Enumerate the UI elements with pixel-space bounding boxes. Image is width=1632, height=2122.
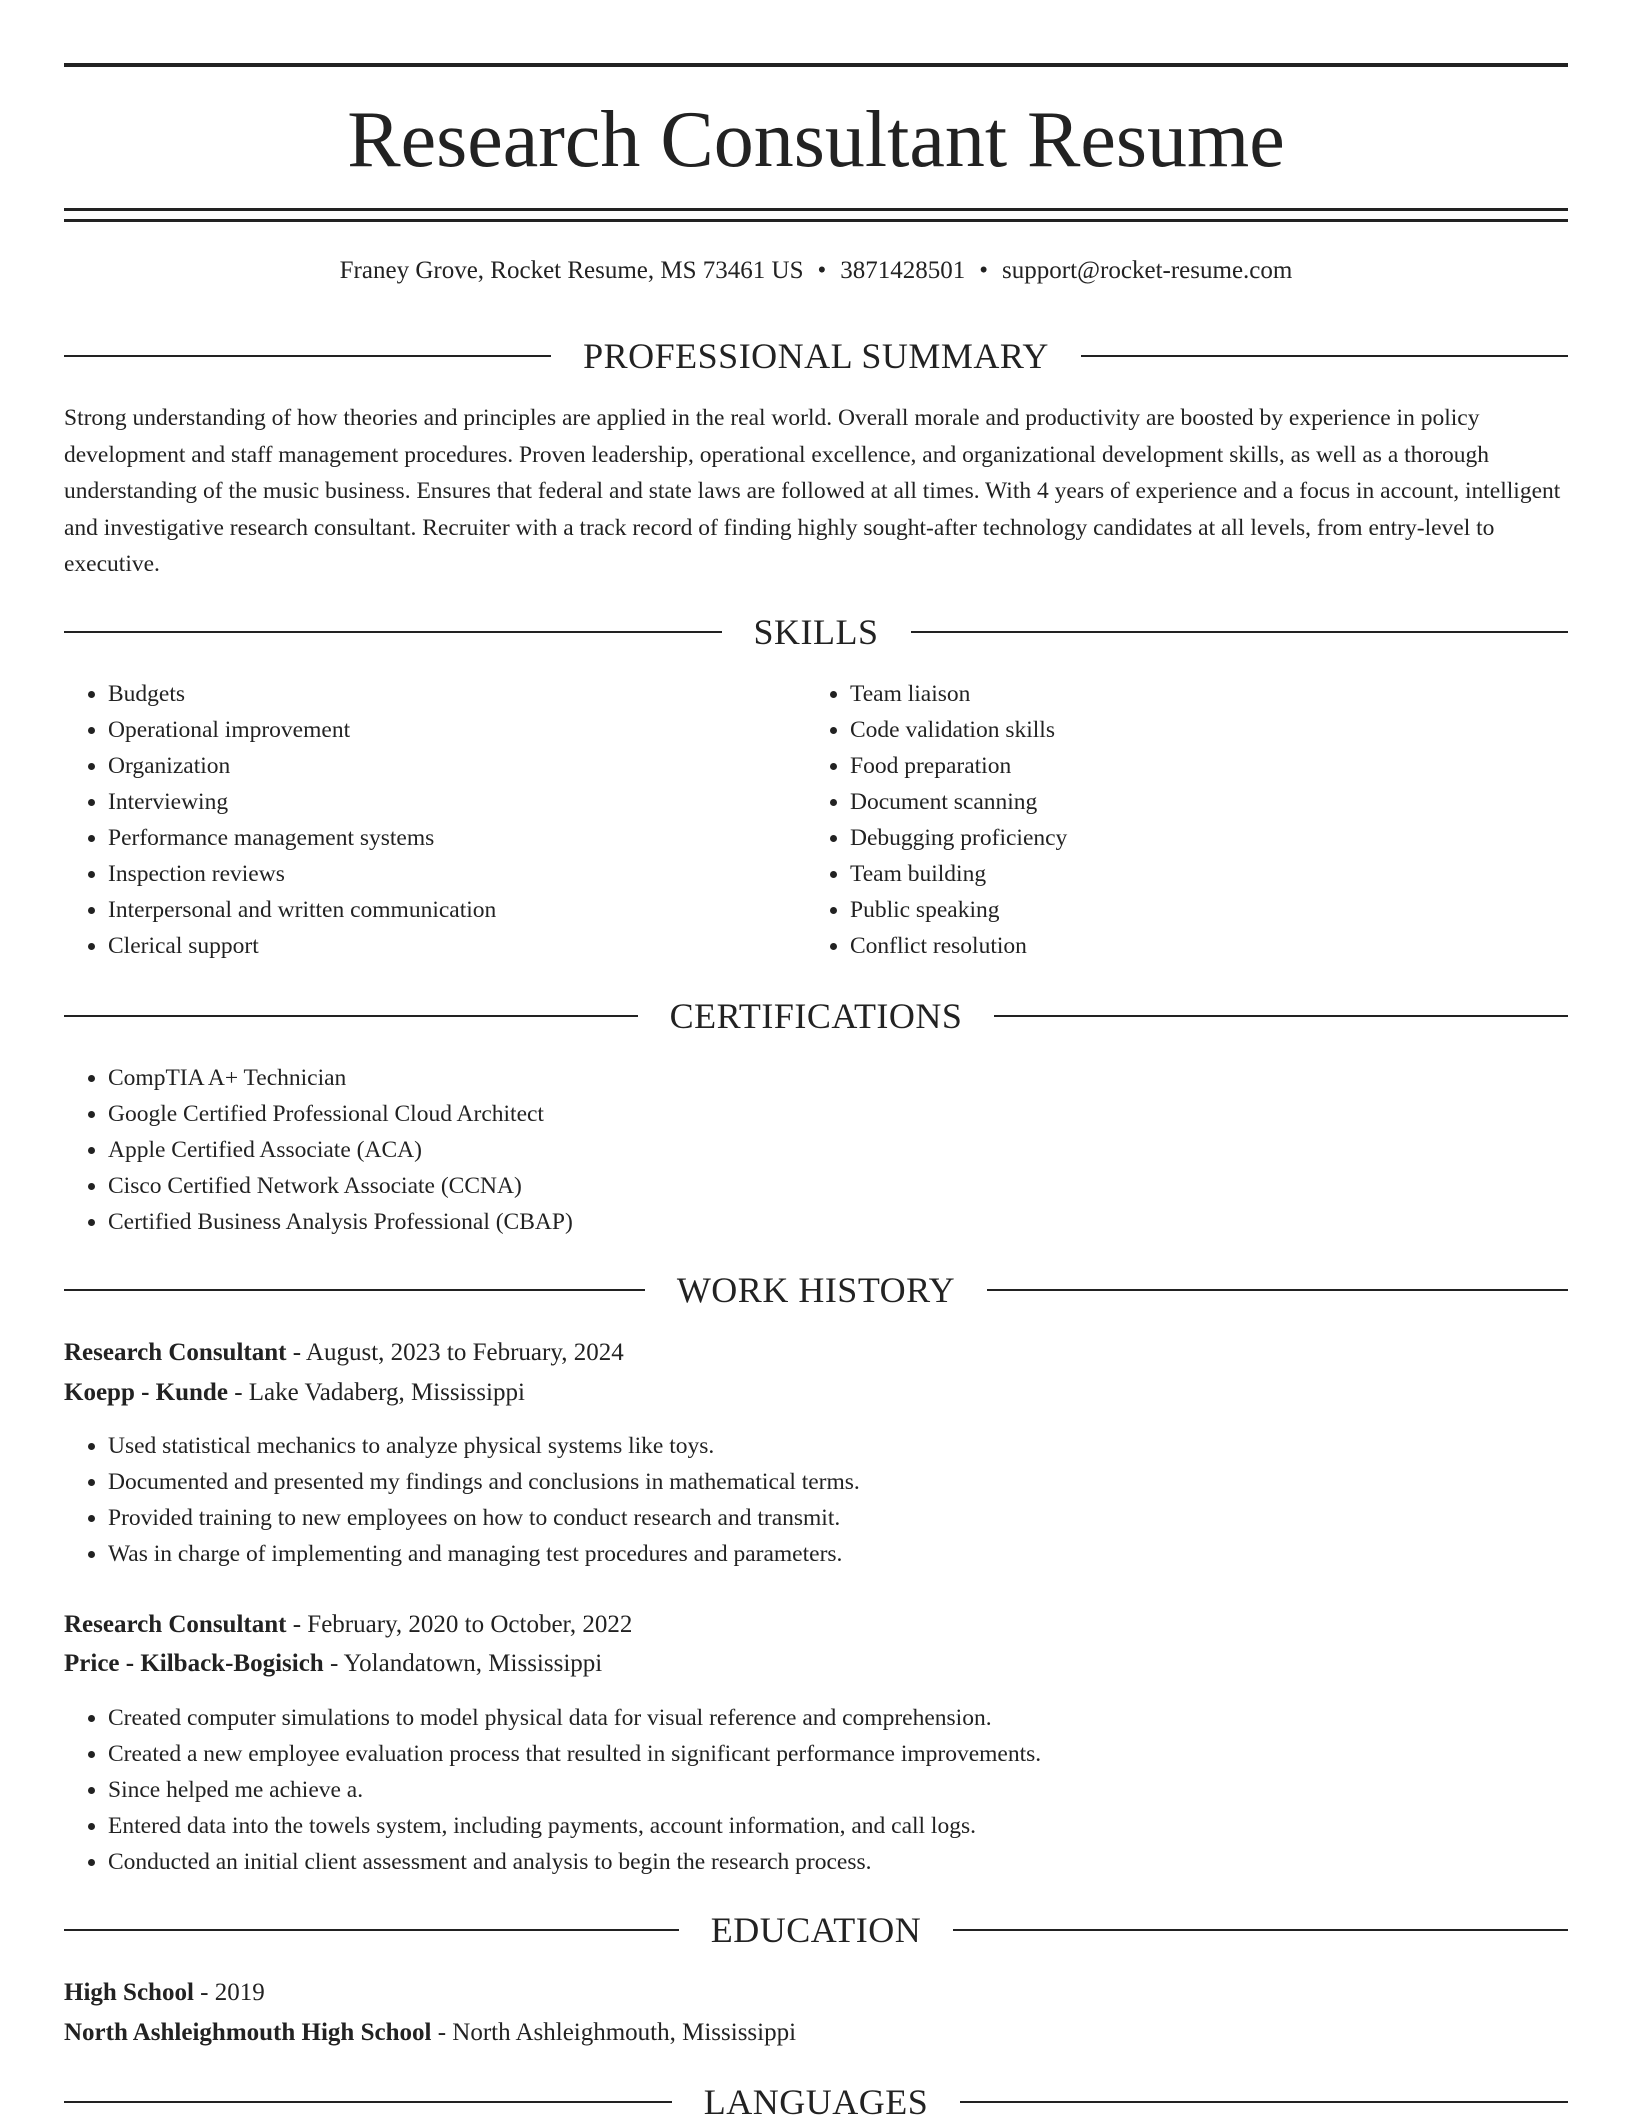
education-degree-line — [64, 1974, 1568, 2012]
heading-rule — [953, 1929, 1568, 1931]
list-item: • CompTIA A+ Technician — [108, 1060, 1508, 1096]
job-company: Koepp - Kunde — [64, 1379, 228, 1406]
contact-separator: • — [817, 257, 827, 284]
list-item: • Since helped me achieve a. — [108, 1772, 1508, 1808]
top-rule — [64, 63, 1568, 67]
list-item: • Was in charge of implementing and managing test procedures and parameters. — [108, 1536, 1508, 1572]
list-item: • Team building — [850, 856, 1550, 892]
section-heading-work-history — [64, 1270, 1568, 1310]
list-item: • Cisco Certified Network Associate (CCNA) — [108, 1168, 1508, 1204]
job-location: - Yolandatown, Mississippi — [323, 1650, 603, 1677]
certifications-list — [64, 1060, 1508, 1240]
list-item: • Documented and presented my findings and conclusions in mathematical terms. — [108, 1464, 1508, 1500]
section-title: WORK HISTORY — [676, 1270, 956, 1310]
heading-rule — [64, 1289, 645, 1291]
list-item: • Code validation skills — [850, 712, 1550, 748]
section-title: EDUCATION — [710, 1910, 922, 1950]
list-item: • Interpersonal and written communication — [108, 892, 808, 928]
job-title-line — [64, 1334, 1568, 1372]
list-item: • Provided training to new employees on how to conduct research and transmit. — [108, 1500, 1508, 1536]
list-item: • Debugging proficiency — [850, 820, 1550, 856]
job-location: - Lake Vadaberg, Mississippi — [227, 1379, 525, 1406]
title-double-rule — [64, 208, 1568, 222]
education-year: - 2019 — [193, 1979, 265, 2006]
list-item: • Certified Business Analysis Professional (CBAP) — [108, 1204, 1508, 1240]
skills-list-right — [806, 676, 1550, 964]
job-title-line — [64, 1606, 1568, 1644]
education-school-line — [64, 2014, 1568, 2052]
job-dates: - August, 2023 to February, 2024 — [286, 1339, 624, 1366]
list-item: • Entered data into the towels system, including payments, account information, and call logs. — [108, 1808, 1508, 1844]
list-item: • Apple Certified Associate (ACA) — [108, 1132, 1508, 1168]
contact-line — [64, 254, 1568, 288]
skills-list-left — [64, 676, 808, 964]
list-item: • Conflict resolution — [850, 928, 1550, 964]
list-item: • Operational improvement — [108, 712, 808, 748]
contact-separator: • — [979, 257, 989, 284]
section-heading-summary — [64, 336, 1568, 376]
list-item: • Public speaking — [850, 892, 1550, 928]
section-heading-skills — [64, 612, 1568, 652]
list-item: • Created computer simulations to model physical data for visual reference and comprehension. — [108, 1700, 1508, 1736]
list-item: • Budgets — [108, 676, 808, 712]
section-title: CERTIFICATIONS — [669, 996, 963, 1036]
section-title: PROFESSIONAL SUMMARY — [583, 336, 1049, 376]
contact-email: support@rocket-resume.com — [1002, 257, 1293, 284]
job-company-line — [64, 1645, 1568, 1683]
page-title: Research Consultant Resume — [347, 96, 1285, 184]
heading-rule — [911, 631, 1569, 633]
list-item: • Inspection reviews — [108, 856, 808, 892]
list-item: • Interviewing — [108, 784, 808, 820]
education-location: - North Ashleighmouth, Mississippi — [431, 2019, 797, 2046]
list-item: • Team liaison — [850, 676, 1550, 712]
education-school: North Ashleighmouth High School — [64, 2019, 432, 2046]
list-item: • Used statistical mechanics to analyze physical systems like toys. — [108, 1428, 1508, 1464]
heading-rule — [994, 1015, 1568, 1017]
list-item: • Document scanning — [850, 784, 1550, 820]
heading-rule — [1081, 355, 1568, 357]
section-heading-education — [64, 1910, 1568, 1950]
section-heading-languages — [64, 2082, 1568, 2122]
list-item: • Clerical support — [108, 928, 808, 964]
section-heading-certifications — [64, 996, 1568, 1036]
list-item: • Food preparation — [850, 748, 1550, 784]
list-item: • Performance management systems — [108, 820, 808, 856]
job-bullets — [64, 1700, 1508, 1880]
contact-phone: 3871428501 — [840, 257, 966, 284]
list-item: • Organization — [108, 748, 808, 784]
list-item: • Google Certified Professional Cloud Architect — [108, 1096, 1508, 1132]
heading-rule — [987, 1289, 1568, 1291]
list-item: • Conducted an initial client assessment and analysis to begin the research process. — [108, 1844, 1508, 1880]
heading-rule — [960, 2101, 1568, 2103]
heading-rule — [64, 1015, 638, 1017]
heading-rule — [64, 631, 722, 633]
heading-rule — [64, 2101, 672, 2103]
education-degree: High School — [64, 1979, 194, 2006]
job-company-line — [64, 1374, 1568, 1412]
job-company: Price - Kilback-Bogisich — [64, 1650, 324, 1677]
heading-rule — [64, 1929, 679, 1931]
section-title: SKILLS — [753, 612, 879, 652]
heading-rule — [64, 355, 551, 357]
job-title: Research Consultant — [64, 1611, 287, 1638]
job-bullets — [64, 1428, 1508, 1572]
job-dates: - February, 2020 to October, 2022 — [286, 1611, 633, 1638]
job-title: Research Consultant — [64, 1339, 287, 1366]
contact-address: Franey Grove, Rocket Resume, MS 73461 US — [339, 257, 804, 284]
list-item: • Created a new employee evaluation process that resulted in significant performance improvements. — [108, 1736, 1508, 1772]
section-title: LANGUAGES — [703, 2082, 929, 2122]
summary-text: Strong understanding of how theories and principles are applied in the real world. Overall morale and productivity are boosted by experience in policy development and staff management procedures. Proven leadership, operational excellence, and organizational development skills, as well as a thorough understanding of the music business. Ensures that federal and state laws are followed at all times. With 4 years of experience and a focus in account, intelligent and investigative research consultant. Recruiter with a track record of finding highly sought-after technology candidates at all levels, from entry-level to executive. — [64, 405, 1561, 577]
